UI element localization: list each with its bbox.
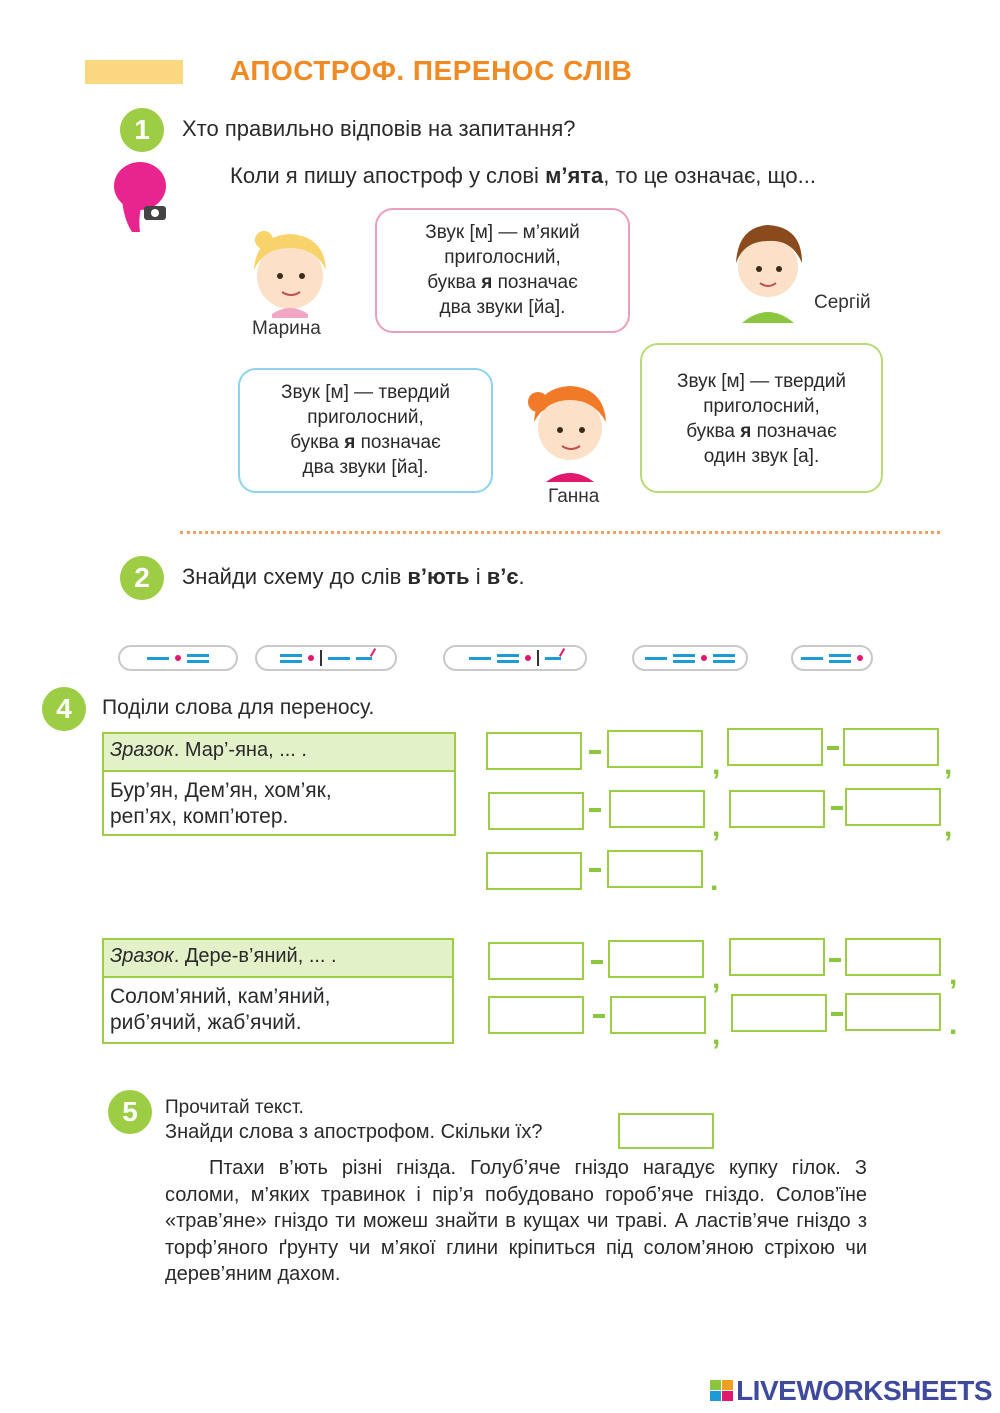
- scheme-option-2[interactable]: [255, 645, 397, 671]
- answer-box[interactable]: [843, 728, 939, 766]
- answer-box[interactable]: [488, 996, 584, 1034]
- answer-box[interactable]: [731, 994, 827, 1032]
- marina-name: Марина: [252, 318, 321, 339]
- marina-avatar: [246, 218, 336, 318]
- comma: ,: [712, 962, 721, 995]
- answer-box[interactable]: [610, 996, 706, 1034]
- period: .: [710, 864, 719, 897]
- hyphen: [591, 960, 603, 964]
- title-decor-bar: [85, 60, 183, 84]
- comma: ,: [712, 1018, 721, 1051]
- comma: ,: [712, 748, 721, 781]
- task-2-question: Знайди схему до слів в’ють і в’є.: [182, 564, 525, 589]
- task-5-instruction-2: Знайди слова з апострофом. Скільки їх?: [165, 1121, 543, 1143]
- hyphen: [831, 1012, 843, 1016]
- hyphen: [829, 958, 841, 962]
- answer-box[interactable]: [609, 790, 705, 828]
- hanna-avatar: [524, 372, 614, 484]
- answer-box[interactable]: [727, 728, 823, 766]
- apostrophe-count-input[interactable]: [618, 1113, 714, 1149]
- section-divider: [180, 531, 940, 534]
- task-1-question: Хто правильно відповів на запитання?: [182, 116, 576, 141]
- answer-box[interactable]: [488, 792, 584, 830]
- comma: ,: [944, 748, 953, 781]
- scheme-option-5[interactable]: [791, 645, 873, 671]
- mascot-icon: [112, 160, 172, 234]
- task-5-text: Птахи в’ють різні гнізда. Голуб’яче гніздо нагадує купку гілок. З соломи, м’яких травинок і пір’я побудовано гороб’яче гніздо. Солов’їне «трав’яне» гніздо ти можеш знайти в кущах чи траві. А ластів’яче гніздо з торф’яного ґрунту чи м’якої глини кріпиться під солом’яною стріхою чи дерев’яним дахом.: [165, 1157, 867, 1285]
- prompt-word: м’ята: [545, 163, 604, 188]
- marina-bubble: Звук [м] — м’який приголосний, буква я позначає два звуки [йа].: [375, 208, 630, 333]
- answer-box[interactable]: [607, 850, 703, 888]
- comma: ,: [944, 810, 953, 843]
- answer-box[interactable]: [729, 938, 825, 976]
- serhii-avatar: [730, 215, 810, 325]
- hyphen: [589, 808, 601, 812]
- serhii-bubble: Звук [м] — твердий приголосний, буква я позначає один звук [а].: [640, 343, 883, 493]
- answer-box[interactable]: [608, 940, 704, 978]
- task-4-instruction: Поділи слова для переносу.: [102, 696, 375, 719]
- hyphen: [831, 806, 843, 810]
- hanna-name: Ганна: [548, 486, 600, 507]
- serhii-name: Сергій: [814, 292, 871, 313]
- liveworksheets-logo-icon: [710, 1380, 734, 1402]
- task-4-number: 4: [42, 687, 86, 731]
- hyphen: [593, 1014, 605, 1018]
- watermark: LIVEWORKSHEETS: [710, 1375, 992, 1407]
- period: .: [949, 1008, 958, 1041]
- answer-box[interactable]: [729, 790, 825, 828]
- sample-box-2: Зразок. Дере-в’яний, ... . Солом’яний, кам’яний, риб’ячий, жаб’ячий.: [102, 938, 454, 1044]
- task-5-number: 5: [108, 1090, 152, 1134]
- hyphen: [589, 868, 601, 872]
- answer-box[interactable]: [845, 788, 941, 826]
- task-1-prompt: Коли я пишу апостроф у слові м’ята, то це означає, що...: [230, 163, 816, 188]
- answer-box[interactable]: [845, 938, 941, 976]
- hyphen: [589, 750, 601, 754]
- comma: ,: [712, 810, 721, 843]
- task-5-instruction-1: Прочитай текст.: [165, 1097, 304, 1118]
- task-2-number: 2: [120, 556, 164, 600]
- answer-box[interactable]: [845, 993, 941, 1031]
- answer-box[interactable]: [486, 732, 582, 770]
- answer-box[interactable]: [486, 852, 582, 890]
- sample-box-1: Зразок. Мар’-яна, ... . Бур’ян, Дем’ян, хом’як, реп’ях, комп’ютер.: [102, 732, 456, 836]
- scheme-option-1[interactable]: [118, 645, 238, 671]
- scheme-option-4[interactable]: [632, 645, 748, 671]
- answer-box[interactable]: [607, 730, 703, 768]
- answer-box[interactable]: [488, 942, 584, 980]
- scheme-option-3[interactable]: [443, 645, 587, 671]
- hyphen: [827, 746, 839, 750]
- comma: ,: [949, 958, 958, 991]
- task-1-number: 1: [120, 108, 164, 152]
- hanna-bubble: Звук [м] — твердий приголосний, буква я позначає два звуки [йа].: [238, 368, 493, 493]
- page-title: АПОСТРОФ. ПЕРЕНОС СЛІВ: [230, 55, 633, 86]
